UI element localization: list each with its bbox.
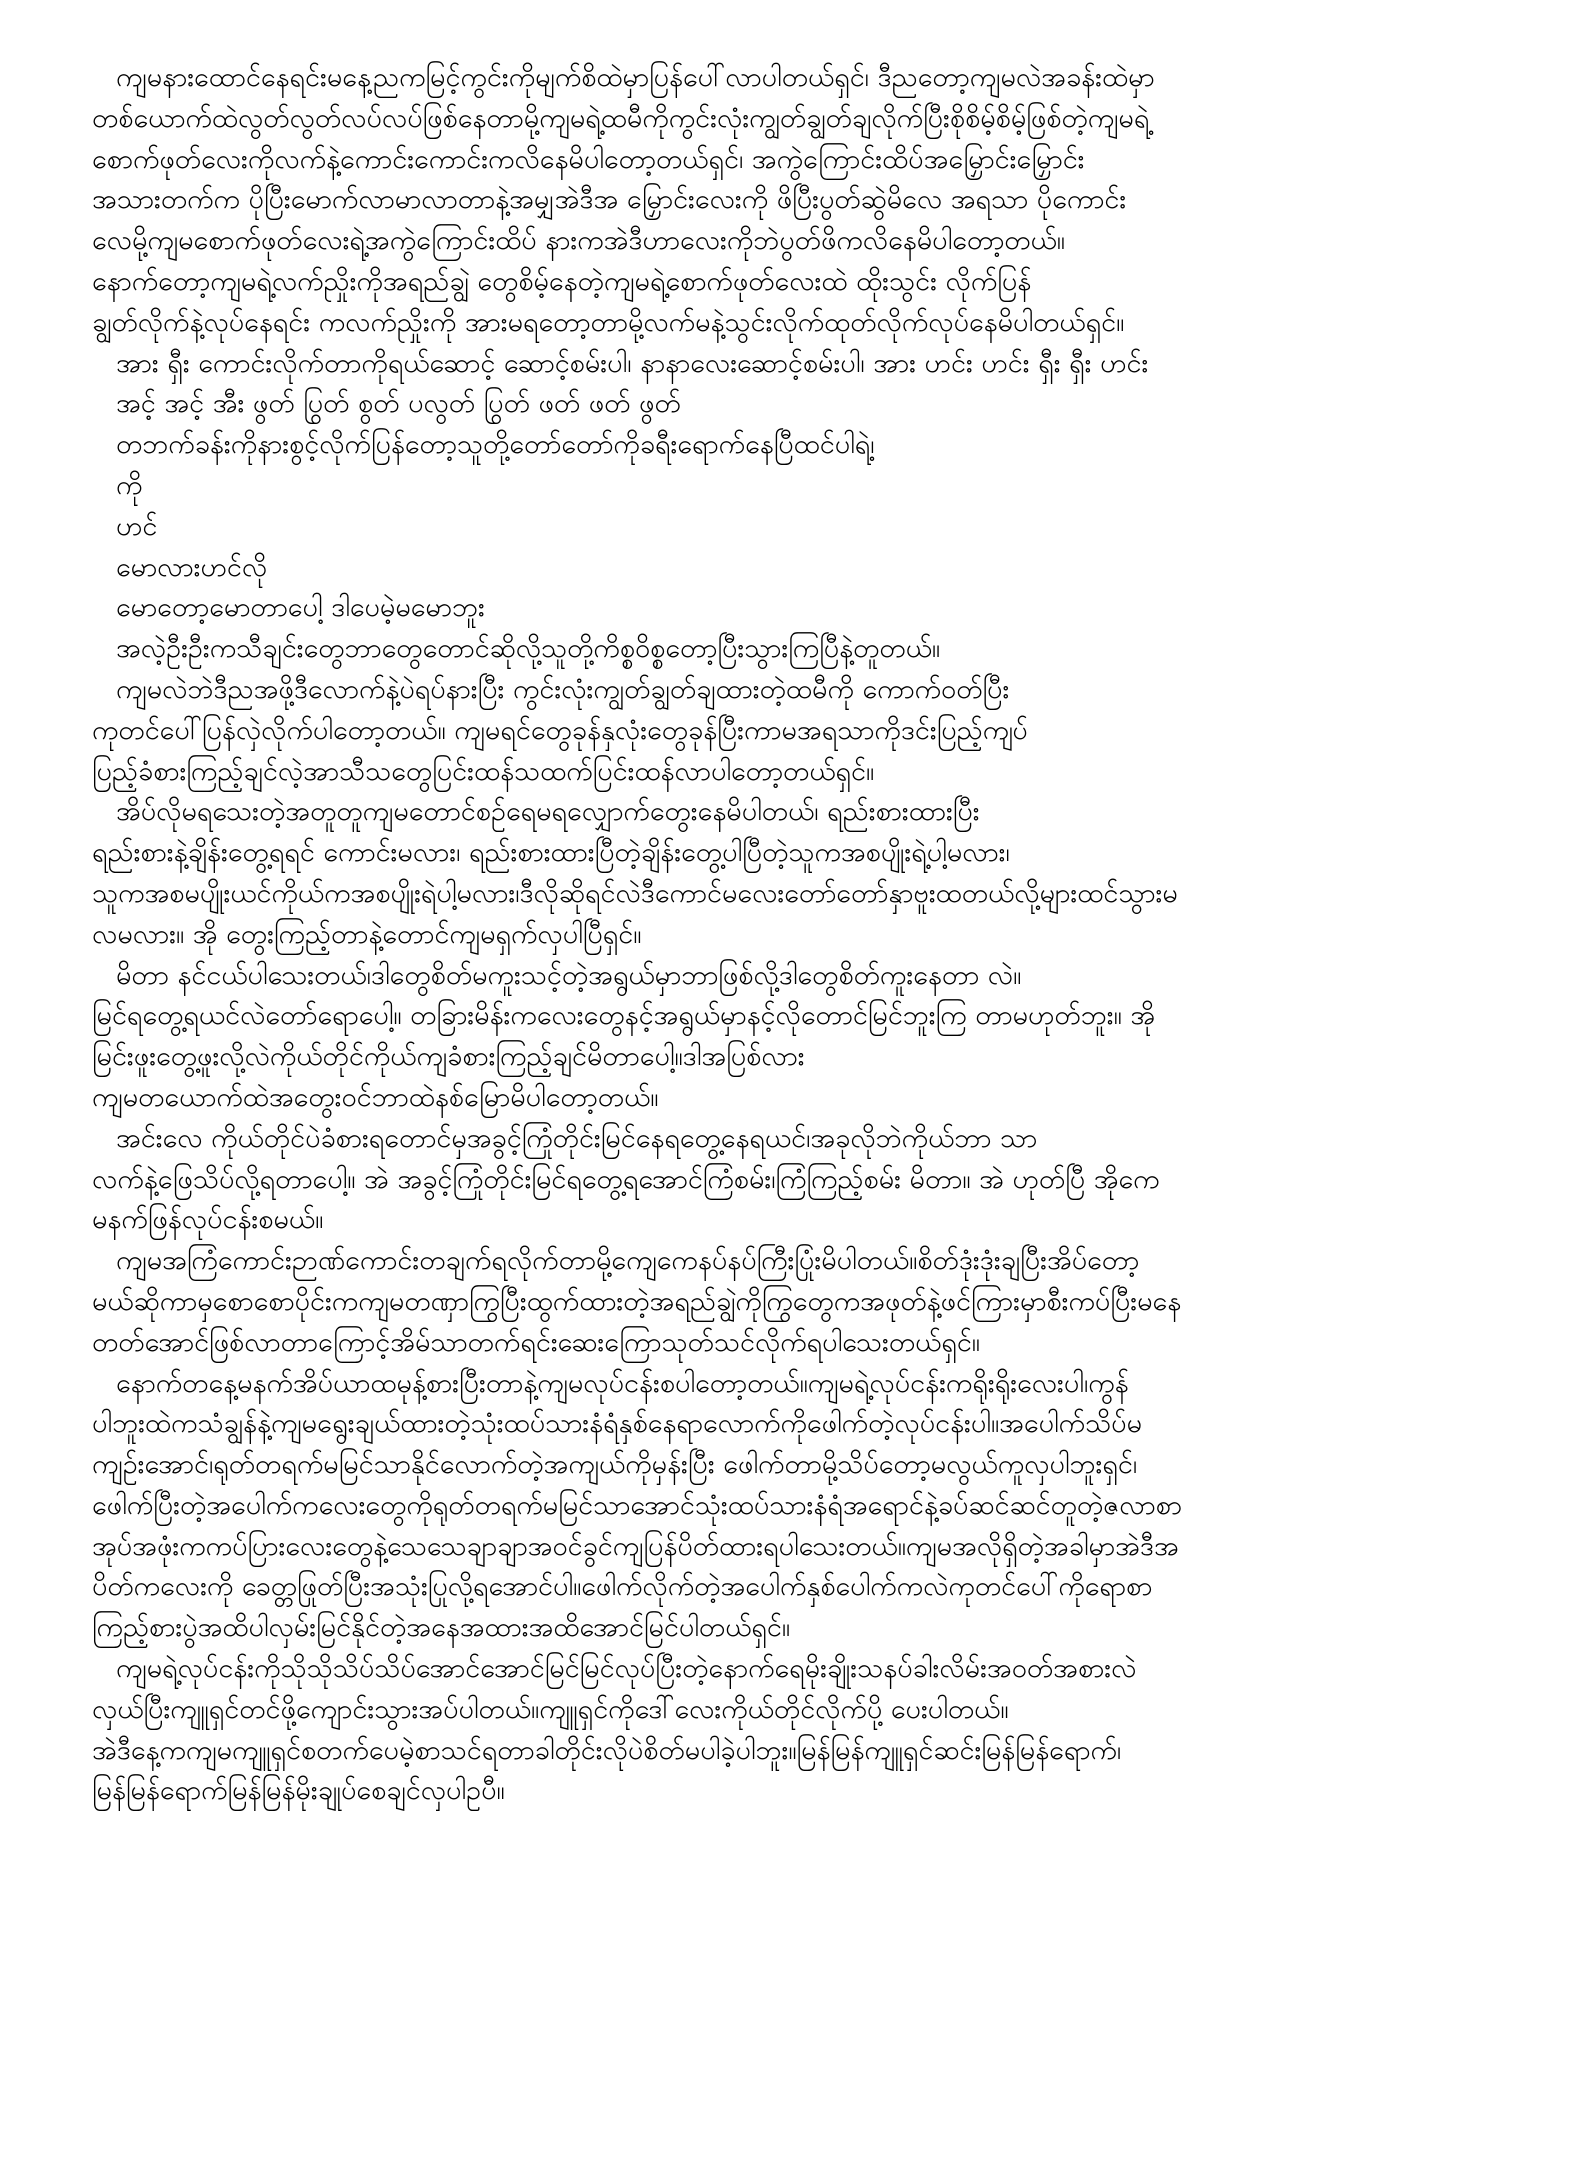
text-line: သူကအစမပျိုးယင်ကိုယ်ကအစပျိုးရဲပါ့မလား၊ဒီလိုဆိုရင်လဲဒီကောင်မလေးတော်တော်နှာဗူးထတယ်လို့များထင်သွားမ	[92, 877, 1178, 909]
text-line: တစ်ယောက်ထဲလွတ်လွတ်လပ်လပ်ဖြစ်နေတာမို့ကျမရဲ့ထမီကိုကွင်းလုံးကျွတ်ချွတ်ချလိုက်ပြီးစိုစိမ့်စိမ့်ဖြစ်တဲ့ကျမရဲ့	[92, 102, 1150, 134]
text-line: ကျမရဲ့လုပ်ငန်းကိုသိုသိုသိပ်သိပ်အောင်အောင်မြင်မြင်လုပ်ပြီးတဲ့နောက်ရေမိုးချိုးသနပ်ခါးလိမ်းအဝတ်အစားလဲ	[116, 1653, 1137, 1685]
text-line: အား ရှီး ကောင်းလိုက်တာကိုရယ်ဆောင့် ဆောင့်စမ်းပါ၊ နာနာလေးဆောင့်စမ်းပါ၊ အား ဟင်း ဟင်း ရှီး ရှီး ဟင်း	[116, 347, 1149, 379]
text-line: မောတော့မောတာပေါ့ ဒါပေမဲ့မမောဘူး	[116, 592, 485, 624]
text-line: အသားတက်က ပိုပြီးမောက်လာမာလာတာနဲ့အမျှအဲဒီအ မြှောင်းလေးကို ဖိပြီးပွတ်ဆွဲမိလေ အရသာ ပိုကောင်း	[92, 184, 1127, 216]
text-line: ကျဉ်းအောင်၊ရုတ်တရက်မမြင်သာနိုင်လောက်တဲ့အကျယ်ကိုမှန်းပြီး ဖေါက်တာမို့သိပ်တော့မလွယ်ကူလှပါဘူးရှင်၊	[92, 1449, 1138, 1481]
text-line: မိတာ နင်ငယ်ပါသေးတယ်၊ဒါတွေစိတ်မကူးသင့်တဲ့အရွယ်မှာဘာဖြစ်လို့ဒါတွေစိတ်ကူးနေတာ လဲ။	[116, 959, 1022, 991]
text-line: နောက်တော့ကျမရဲ့လက်ညှိုးကိုအရည်ချွဲ တွေစိမ့်နေတဲ့ကျမရဲ့စောက်ဖုတ်လေးထဲ ထိုးသွင်း လိုက်ပြန်	[92, 265, 1032, 297]
text-line: မနက်ဖြန်လုပ်ငန်းစမယ်။	[92, 1204, 324, 1236]
text-line: အင့် အင့် အီး ဖွတ် ပြွတ် စွတ် ပလွတ် ပြွတ် ဖတ် ဖတ် ဖွတ်	[116, 388, 681, 420]
text-line: ပါဘူးထဲကသံချွန်နဲ့ကျမရွေးချယ်ထားတဲ့သုံးထပ်သားနံရံနှစ်နေရာလောက်ကိုဖေါက်တဲ့လုပ်ငန်းပါ။အပေါက်သိပ်မ	[92, 1408, 1142, 1440]
text-line: တဘက်ခန်းကိုနားစွင့်လိုက်ပြန်တော့သူတို့တော်တော်ကိုခရီးရောက်နေပြီထင်ပါရဲ့၊	[116, 429, 875, 461]
text-line: လှယ်ပြီးကျူရှင်တင်ဖို့ကျောင်းသွားအပ်ပါတယ်။ကျူရှင်ကိုဒေါ်လေးကိုယ်တိုင်လိုက်ပို့ ပေးပါတယ်။	[92, 1693, 1009, 1725]
text-line: ဖေါက်ပြီးတဲ့အပေါက်ကလေးတွေကိုရုတ်တရက်မမြင်သာအောင်သုံးထပ်သားနံရံအရောင်နဲ့ခပ်ဆင်ဆင်တူတဲ့ဇလာစာ	[92, 1489, 1182, 1521]
document-body	[92, 58, 1492, 1812]
text-line: မောလားဟင်လို	[116, 551, 268, 583]
text-line: အလဲ့ဦးဦးကသီချင်းတွေဘာတွေတောင်ဆိုလို့သူတို့ကိစ္စဝိစ္စတော့ပြီးသွားကြပြီနဲ့တူတယ်။	[116, 633, 941, 665]
text-line: မြင်ရတွေ့ရယင်လဲတော်ရောပေါ့။ တခြားမိန်းကလေးတွေနင့်အရွယ်မှာနင့်လိုတောင်မြင်ဘူးကြ တာမဟုတ်ဘူး။ အို	[92, 1000, 1156, 1032]
text-line: နောက်တနေ့မနက်အိပ်ယာထမုန့်စားပြီးတာနဲ့ကျမလုပ်ငန်းစပါတော့တယ်။ကျမရဲ့လုပ်ငန်းကရိုးရိုးလေးပါ၊ကွန်	[116, 1367, 1129, 1399]
text-line: လက်နဲ့ဖြေသိပ်လို့ရတာပေါ့။ အဲ အခွင့်ကြုံတိုင်းမြင်ရတွေ့ရအောင်ကြံစမ်း၊ကြံကြည့်စမ်း မိတာ။ အဲ ဟုတ်ပြီ အိုကေ	[92, 1163, 1160, 1195]
text-line: မြင်းဖူးတွေ့ဖူးလို့လဲကိုယ်တိုင်ကိုယ်ကျခံစားကြည့်ချင်မိတာပေါ့။ဒါအပြစ်လား	[92, 1041, 805, 1073]
text-line: အင်းလေ ကိုယ်တိုင်ပဲခံစားရတောင်မှအခွင့်ကြုံတိုင်းမြင်နေရတွေ့နေရယင်၊အခုလိုဘဲကိုယ်ဘာ သာ	[116, 1122, 1038, 1154]
text-line: တတ်အောင်ဖြစ်လာတာကြောင့်အိမ်သာတက်ရင်းဆေးကြောသုတ်သင်လိုက်ရပါသေးတယ်ရှင်။	[92, 1326, 980, 1358]
text-line: ဟင်	[116, 510, 158, 542]
text-line: ကျမနားထောင်နေရင်းမနေ့ညကမြင့်ကွင်းကိုမျက်စိထဲမှာပြန်ပေါ်လာပါတယ်ရှင်၊ ဒီညတော့ကျမလဲအခန်းထဲမှာ	[116, 62, 1155, 93]
text-line: ကျမတယောက်ထဲအတွေးဝင်ဘာထဲနစ်မြောမိပါတော့တယ်။	[92, 1081, 659, 1113]
text-line: လေမို့ကျမစောက်ဖုတ်လေးရဲ့အကွဲကြောင်းထိပ် နားကအဲဒီဟာလေးကိုဘဲပွတ်ဖိကလိနေမိပါတော့တယ်။	[92, 225, 1065, 257]
text-line: အဲဒီနေ့ကကျမကျူရှင်စတက်ပေမဲ့စာသင်ရတာခါတိုင်းလိုပဲစိတ်မပါခဲ့ပါဘူး။မြန်မြန်ကျူရှင်ဆင်းမြန်မြန်ရောက်၊	[92, 1734, 1122, 1766]
text-line: ချွတ်လိုက်နဲ့လုပ်နေရင်း ကလက်ညှိုးကို အားမရတော့တာမို့လက်မနဲ့သွင်းလိုက်ထုတ်လိုက်လုပ်နေမိပါတယ်ရှင်။	[92, 306, 1125, 338]
text-line: အိပ်လိုမရသေးတဲ့အတူတူကျမတောင်စဉ်ရေမရလျှောက်တွေးနေမိပါတယ်၊ ရည်းစားထားပြီး	[116, 796, 980, 828]
text-line: ကျမအကြံကောင်းဉာဏ်ကောင်းတချက်ရလိုက်တာမို့ကျေကေနပ်နပ်ကြီးပြုံးမိပါတယ်။စိတ်ဒုံးဒုံးချပြီးအိပ်တော့	[116, 1245, 1140, 1277]
text-line: ပြည့်ခံစားကြည့်ချင်လဲ့အာသီသတွေပြင်းထန်သထက်ပြင်းထန်လာပါတော့တယ်ရှင်။	[92, 755, 875, 787]
text-line: မြန်မြန်ရောက်မြန်မြန်မိုးချုပ်စေချင်လှပါဥပီ။	[92, 1775, 505, 1807]
text-line: ကုတင်ပေါ်ပြန်လှဲလိုက်ပါတော့တယ်။ ကျမရင်တွေခုန်နှလုံးတွေခုန်ပြီးကာမအရသာကိုဒင်းပြည့်ကျပ်	[92, 714, 1029, 746]
text-line: ကျမလဲဘဲဒီညအဖို့ဒီလောက်နဲ့ပဲရပ်နားပြီး ကွင်းလုံးကျွတ်ချွတ်ချထားတဲ့ထမီကို ကောက်ဝတ်ပြီး	[116, 673, 1010, 705]
text-line: အုပ်အဖုံးကကပ်ပြားလေးတွေနဲ့သေသေချာချာအဝင်ခွင်ကျပြန်ပိတ်ထားရပါသေးတယ်။ကျမအလိုရှိတဲ့အခါမှာအဲဒီအ	[92, 1530, 1179, 1562]
text-line: ရည်းစားနဲ့ချိန်းတွေ့ရရင် ကောင်းမလား၊ ရည်းစားထားပြီတဲ့ချိန်းတွေ့ပါပြီတဲ့သူကအစပျိုးရဲ့ပါ့မလား၊	[92, 837, 1010, 869]
text-line: မယ်ဆိုကာမှစောစောပိုင်းကကျမတဏှာကြွပြီးထွက်ထားတဲ့အရည်ချွဲကိုကြွတွေကအဖုတ်နဲ့ဖင်ကြားမှာစီးကပ်ပြီးမနေ	[92, 1285, 1182, 1317]
text-line: လမလား။ အို တွေးကြည့်တာနဲ့တောင်ကျမရှက်လှပါပြီရှင်။	[92, 918, 642, 950]
text-line: ကို	[116, 469, 143, 501]
text-line: စောက်ဖုတ်လေးကိုလက်နဲ့ကောင်းကောင်းကလိနေမိပါတော့တယ်ရှင်၊ အကွဲကြောင်းထိပ်အမြှောင်းမြှောင်း	[92, 143, 1085, 175]
text-line: ကြည့်စားပွဲအထိပါလှမ်းမြင်နိုင်တဲ့အနေအထားအထိအောင်မြင်ပါတယ်ရှင်။	[92, 1612, 791, 1644]
text-line: ပိတ်ကလေးကို ခေတ္တဖြုတ်ပြီးအသုံးပြုလို့ရအောင်ပါ။ဖေါက်လိုက်တဲ့အပေါက်နှစ်ပေါက်ကလဲကုတင်ပေါ်ကိုရောစာ	[92, 1571, 1153, 1603]
